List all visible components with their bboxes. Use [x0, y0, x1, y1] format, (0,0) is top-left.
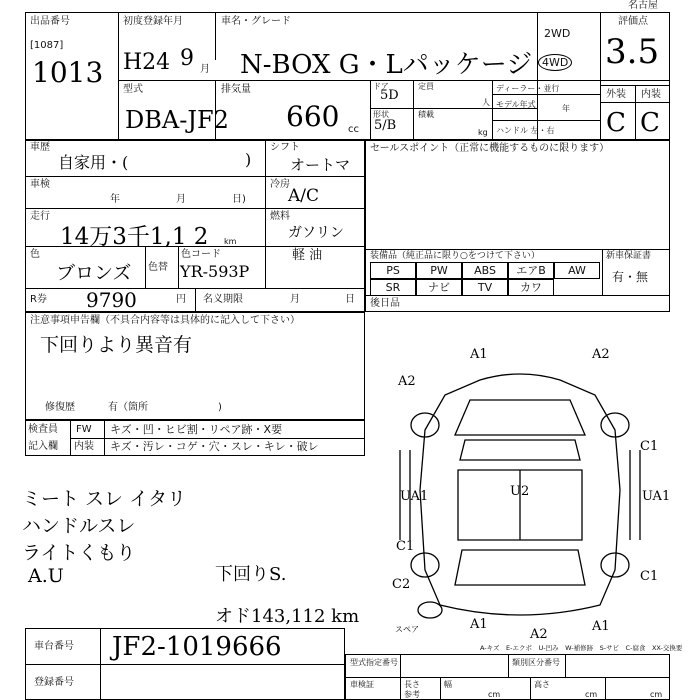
score-label: 評価点	[618, 16, 648, 27]
dealer-label: ディーラー・並行	[496, 84, 560, 93]
warranty-value: 有・無	[612, 270, 649, 284]
damage-mark: A2	[398, 374, 416, 389]
corner-text: 名古屋	[628, 0, 658, 11]
reg-era: H24	[123, 50, 171, 75]
equip-item-r1-2: ABS	[462, 262, 508, 279]
check-label-2: 記入欄	[28, 441, 58, 452]
chassis-value: JF2-1019666	[112, 632, 282, 662]
door-label: ドア	[373, 82, 389, 91]
sales-label: セールスポイント（正常に機能するものに限ります）	[370, 143, 610, 154]
spec-t2: 類別区分番号	[512, 658, 560, 667]
model-year-label: モデル年式	[496, 100, 536, 109]
usage-label: 車歴	[30, 142, 50, 153]
spec-t7: 参考	[404, 690, 420, 699]
equip-item-r1-1: PW	[416, 262, 462, 279]
remark-line: ライトくもり	[22, 542, 136, 564]
shape-label: 形状	[373, 110, 389, 119]
score-ext: C	[606, 108, 626, 138]
load-label: 積載	[418, 110, 434, 119]
usage-close: )	[245, 150, 252, 169]
equip-item-r2-2: TV	[462, 279, 508, 296]
equip-item-r2-0: SR	[370, 279, 416, 296]
model-label: 型式	[123, 84, 143, 95]
regnum-label: 登録番号	[34, 677, 74, 688]
color-label: 色	[30, 249, 40, 260]
inspect-m: 月	[176, 194, 186, 205]
equip-item-r2-1: ナビ	[416, 279, 462, 296]
repair-close: )	[218, 402, 222, 413]
spec-t1: 型式指定番号	[350, 658, 398, 667]
drive-4wd: 4WD	[538, 54, 572, 71]
damage-mark: A2	[530, 627, 548, 640]
damage-mark: UA1	[400, 489, 429, 504]
spec-t4: 長さ	[404, 680, 420, 689]
lot-sub: [1087]	[30, 40, 64, 51]
reg-month: 9	[180, 46, 194, 71]
cc-label: 排気量	[221, 84, 251, 95]
equip-item-r2-3: カワ	[508, 279, 554, 296]
equip-item-r1-4: AW	[554, 262, 600, 279]
remark-line: ハンドルスレ	[22, 515, 136, 537]
check-int: 内装	[74, 441, 94, 452]
remark-line: ミート スレ イタリ	[22, 488, 187, 510]
odometer-note: オド143,112 km	[215, 606, 360, 627]
cap-unit: 人	[482, 98, 490, 107]
spec-t6: 高さ	[534, 680, 550, 689]
cap-label: 定員	[418, 82, 434, 91]
damage-mark: A1	[592, 619, 610, 634]
car-name: N-BOX G・Lパッケージ	[240, 50, 533, 80]
damage-mark: C1	[396, 539, 415, 554]
spec-cm-2: cm	[585, 690, 598, 699]
mileage-unit: km	[224, 237, 237, 246]
equip-item-r1-0: PS	[370, 262, 416, 279]
drive-2wd: 2WD	[544, 27, 571, 40]
handle-label: ハンドル 左・右	[496, 126, 555, 135]
fuel-gas: ガソリン	[288, 225, 344, 241]
load-unit: kg	[478, 128, 488, 137]
fuel-diesel: 軽 油	[292, 248, 323, 263]
recycle-label: R券	[30, 294, 47, 305]
inspect-y: 年	[110, 194, 120, 205]
shift-value: オートマ	[290, 156, 351, 174]
expiry-m: 月	[290, 294, 300, 305]
mileage-label: 走行	[30, 211, 50, 222]
cc-value: 660	[286, 100, 340, 133]
year-unit: 年	[562, 104, 570, 113]
damage-mark: A1	[470, 617, 488, 632]
damage-marks	[392, 347, 670, 640]
score-int: C	[640, 108, 660, 138]
equip-label: 装備品（純正品に限り○をつけて下さい）	[370, 251, 540, 261]
score-int-label: 内装	[641, 89, 661, 100]
damage-mark: C1	[640, 569, 659, 584]
fuel-label: 燃料	[270, 211, 290, 222]
score-value: 3.5	[605, 32, 660, 72]
shape-value: 5/B	[374, 118, 397, 133]
damage-mark: UA1	[642, 489, 670, 504]
inspect-d: 日)	[232, 194, 246, 205]
name-label: 車名・グレード	[221, 16, 291, 27]
check-int-items: キズ・汚レ・コゲ・穴・スレ・キレ・破レ	[110, 440, 319, 453]
damage-mark: C2	[392, 577, 411, 592]
lot-label: 出品番号	[30, 16, 70, 27]
door-value: 5D	[380, 88, 399, 103]
lot-number: 1013	[32, 56, 104, 89]
reg-month-unit: 月	[200, 64, 210, 75]
later-label: 後日品	[370, 298, 400, 309]
damage-mark: U2	[510, 484, 530, 499]
expiry-d: 日	[345, 294, 355, 305]
spec-t5: 幅	[444, 680, 452, 689]
damage-mark: A2	[592, 347, 610, 362]
expiry-label: 名义期限	[203, 294, 243, 305]
mileage-value: 14万3千1,1 2	[60, 224, 209, 250]
car-diagram	[370, 340, 670, 640]
remark-line: A.U	[28, 565, 64, 587]
notes-label: 注意事項申告欄（不具合内容等は具体的に記入して下さい）	[30, 315, 300, 326]
shift-label: シフト	[270, 142, 300, 153]
damage-mark: C1	[640, 439, 659, 454]
color-code: YR-593P	[180, 262, 250, 281]
repair-label: 修復歴	[45, 402, 75, 413]
check-fw-items: キズ・凹・ヒビ割・リペア跡・X要	[110, 423, 283, 436]
recycle-value: 9790	[86, 288, 137, 312]
usage-value: 自家用・(	[58, 153, 129, 172]
reg-label: 初度登録年月	[123, 16, 183, 27]
warranty-label: 新車保証書	[606, 251, 652, 261]
ac-label: 冷房	[270, 179, 290, 190]
notes-value: 下回りより異音有	[40, 334, 193, 356]
recycle-unit: 円	[176, 294, 186, 305]
color-value: ブロンズ	[56, 262, 132, 284]
spec-t3: 車検証	[350, 680, 374, 689]
cc-unit: cc	[348, 124, 359, 135]
damage-legend: A-キズ E-エクボ U-凹み W-補修跡 S-サビ C-腐食 XX-交換要	[480, 644, 683, 652]
check-fw: FW	[76, 424, 92, 435]
spec-cm-3: cm	[650, 690, 663, 699]
remark-under: 下回りS.	[215, 564, 287, 585]
color-code-label: 色コード	[181, 249, 221, 260]
inspect-label: 車検	[30, 179, 50, 190]
damage-mark: A1	[470, 347, 488, 362]
spec-cm-1: cm	[488, 690, 501, 699]
repair-value: 有（箇所	[108, 402, 148, 413]
color-change-label: 色替	[148, 262, 168, 273]
equip-item-r1-3: エアB	[508, 262, 554, 279]
model-value: DBA-JF2	[125, 106, 229, 134]
ac-value: A/C	[288, 186, 320, 206]
notes-box	[25, 312, 365, 420]
chassis-label: 車台番号	[34, 641, 74, 652]
spare-label: スペア	[395, 625, 419, 634]
score-ext-label: 外装	[606, 89, 626, 100]
check-label-1: 検査員	[28, 424, 58, 435]
